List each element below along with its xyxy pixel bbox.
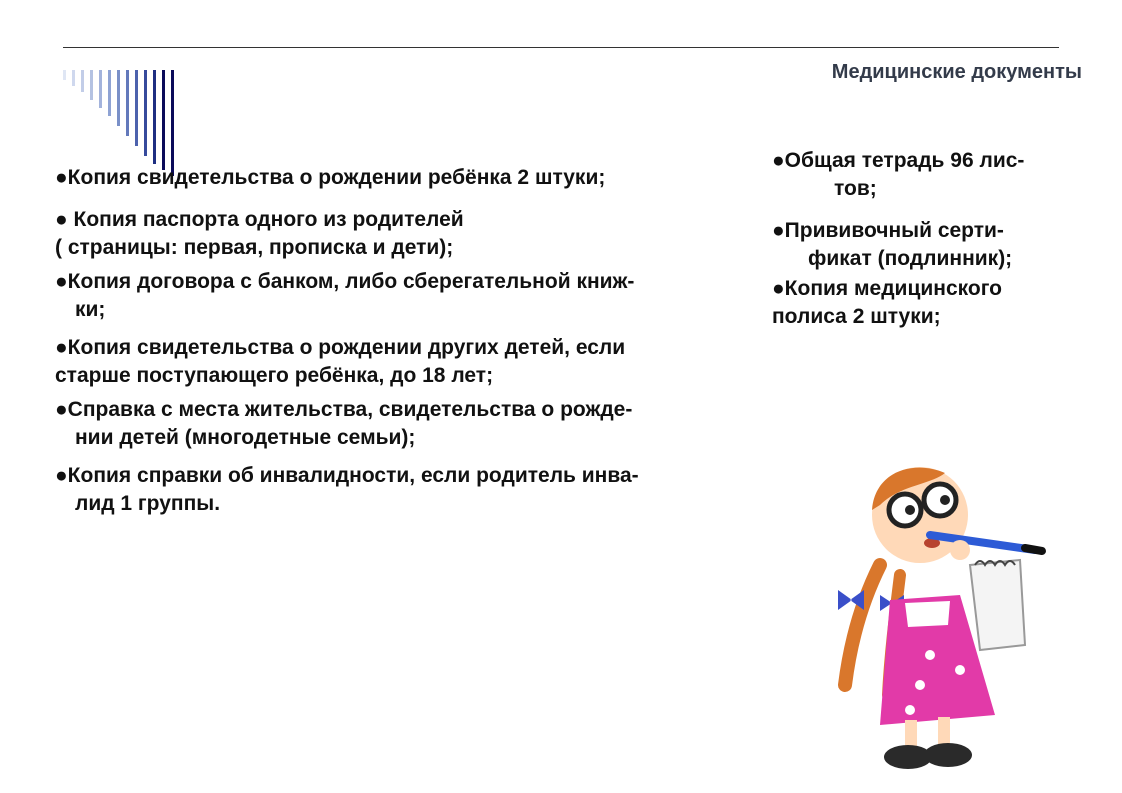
list-item-line: ки; — [75, 298, 106, 321]
list-item-line: ●Копия справки об инвалидности, если родитель инва- — [55, 464, 639, 487]
page-title: Медицинские документы — [831, 61, 1082, 83]
list-item-line: фикат (подлинник); — [808, 247, 1013, 270]
list-item — [55, 396, 745, 452]
list-item — [772, 217, 1092, 273]
list-item — [55, 462, 745, 518]
list-item — [55, 164, 745, 192]
list-item-line: ( страницы: первая, прописка и дети); — [55, 236, 454, 259]
list-item — [772, 147, 1092, 203]
list-item-line: старше поступающего ребёнка, до 18 лет; — [55, 364, 494, 387]
left-document-list — [55, 164, 745, 518]
list-item — [772, 275, 1092, 331]
list-item-line: ●Справка с места жительства, свидетельства о рожде- — [55, 398, 633, 421]
list-item — [55, 268, 745, 324]
list-item-line: полиса 2 штуки; — [772, 305, 941, 328]
list-item — [55, 334, 745, 390]
list-item-line: тов; — [834, 177, 877, 200]
right-document-list — [772, 147, 1092, 331]
list-item-line: ●Копия свидетельства о рождении других детей, если — [55, 336, 626, 359]
top-divider — [63, 47, 1059, 48]
list-item-line: ●Прививочный серти- — [772, 219, 1004, 242]
list-item-line: ●Общая тетрадь 96 лис- — [772, 149, 1025, 172]
list-item-line: нии детей (многодетные семьи); — [75, 426, 416, 449]
list-item-line: ●Копия свидетельства о рождении ребёнка 2 штуки; — [55, 166, 606, 189]
list-item-line: лид 1 группы. — [75, 492, 221, 515]
list-item-line: ●Копия медицинского — [772, 277, 1003, 300]
list-item-line: ● Копия паспорта одного из родителей — [55, 208, 464, 231]
cartoon-girl-with-pen-icon — [820, 455, 1060, 785]
list-item — [55, 206, 745, 262]
list-item-line: ●Копия договора с банком, либо сберегательной книж- — [55, 270, 635, 293]
